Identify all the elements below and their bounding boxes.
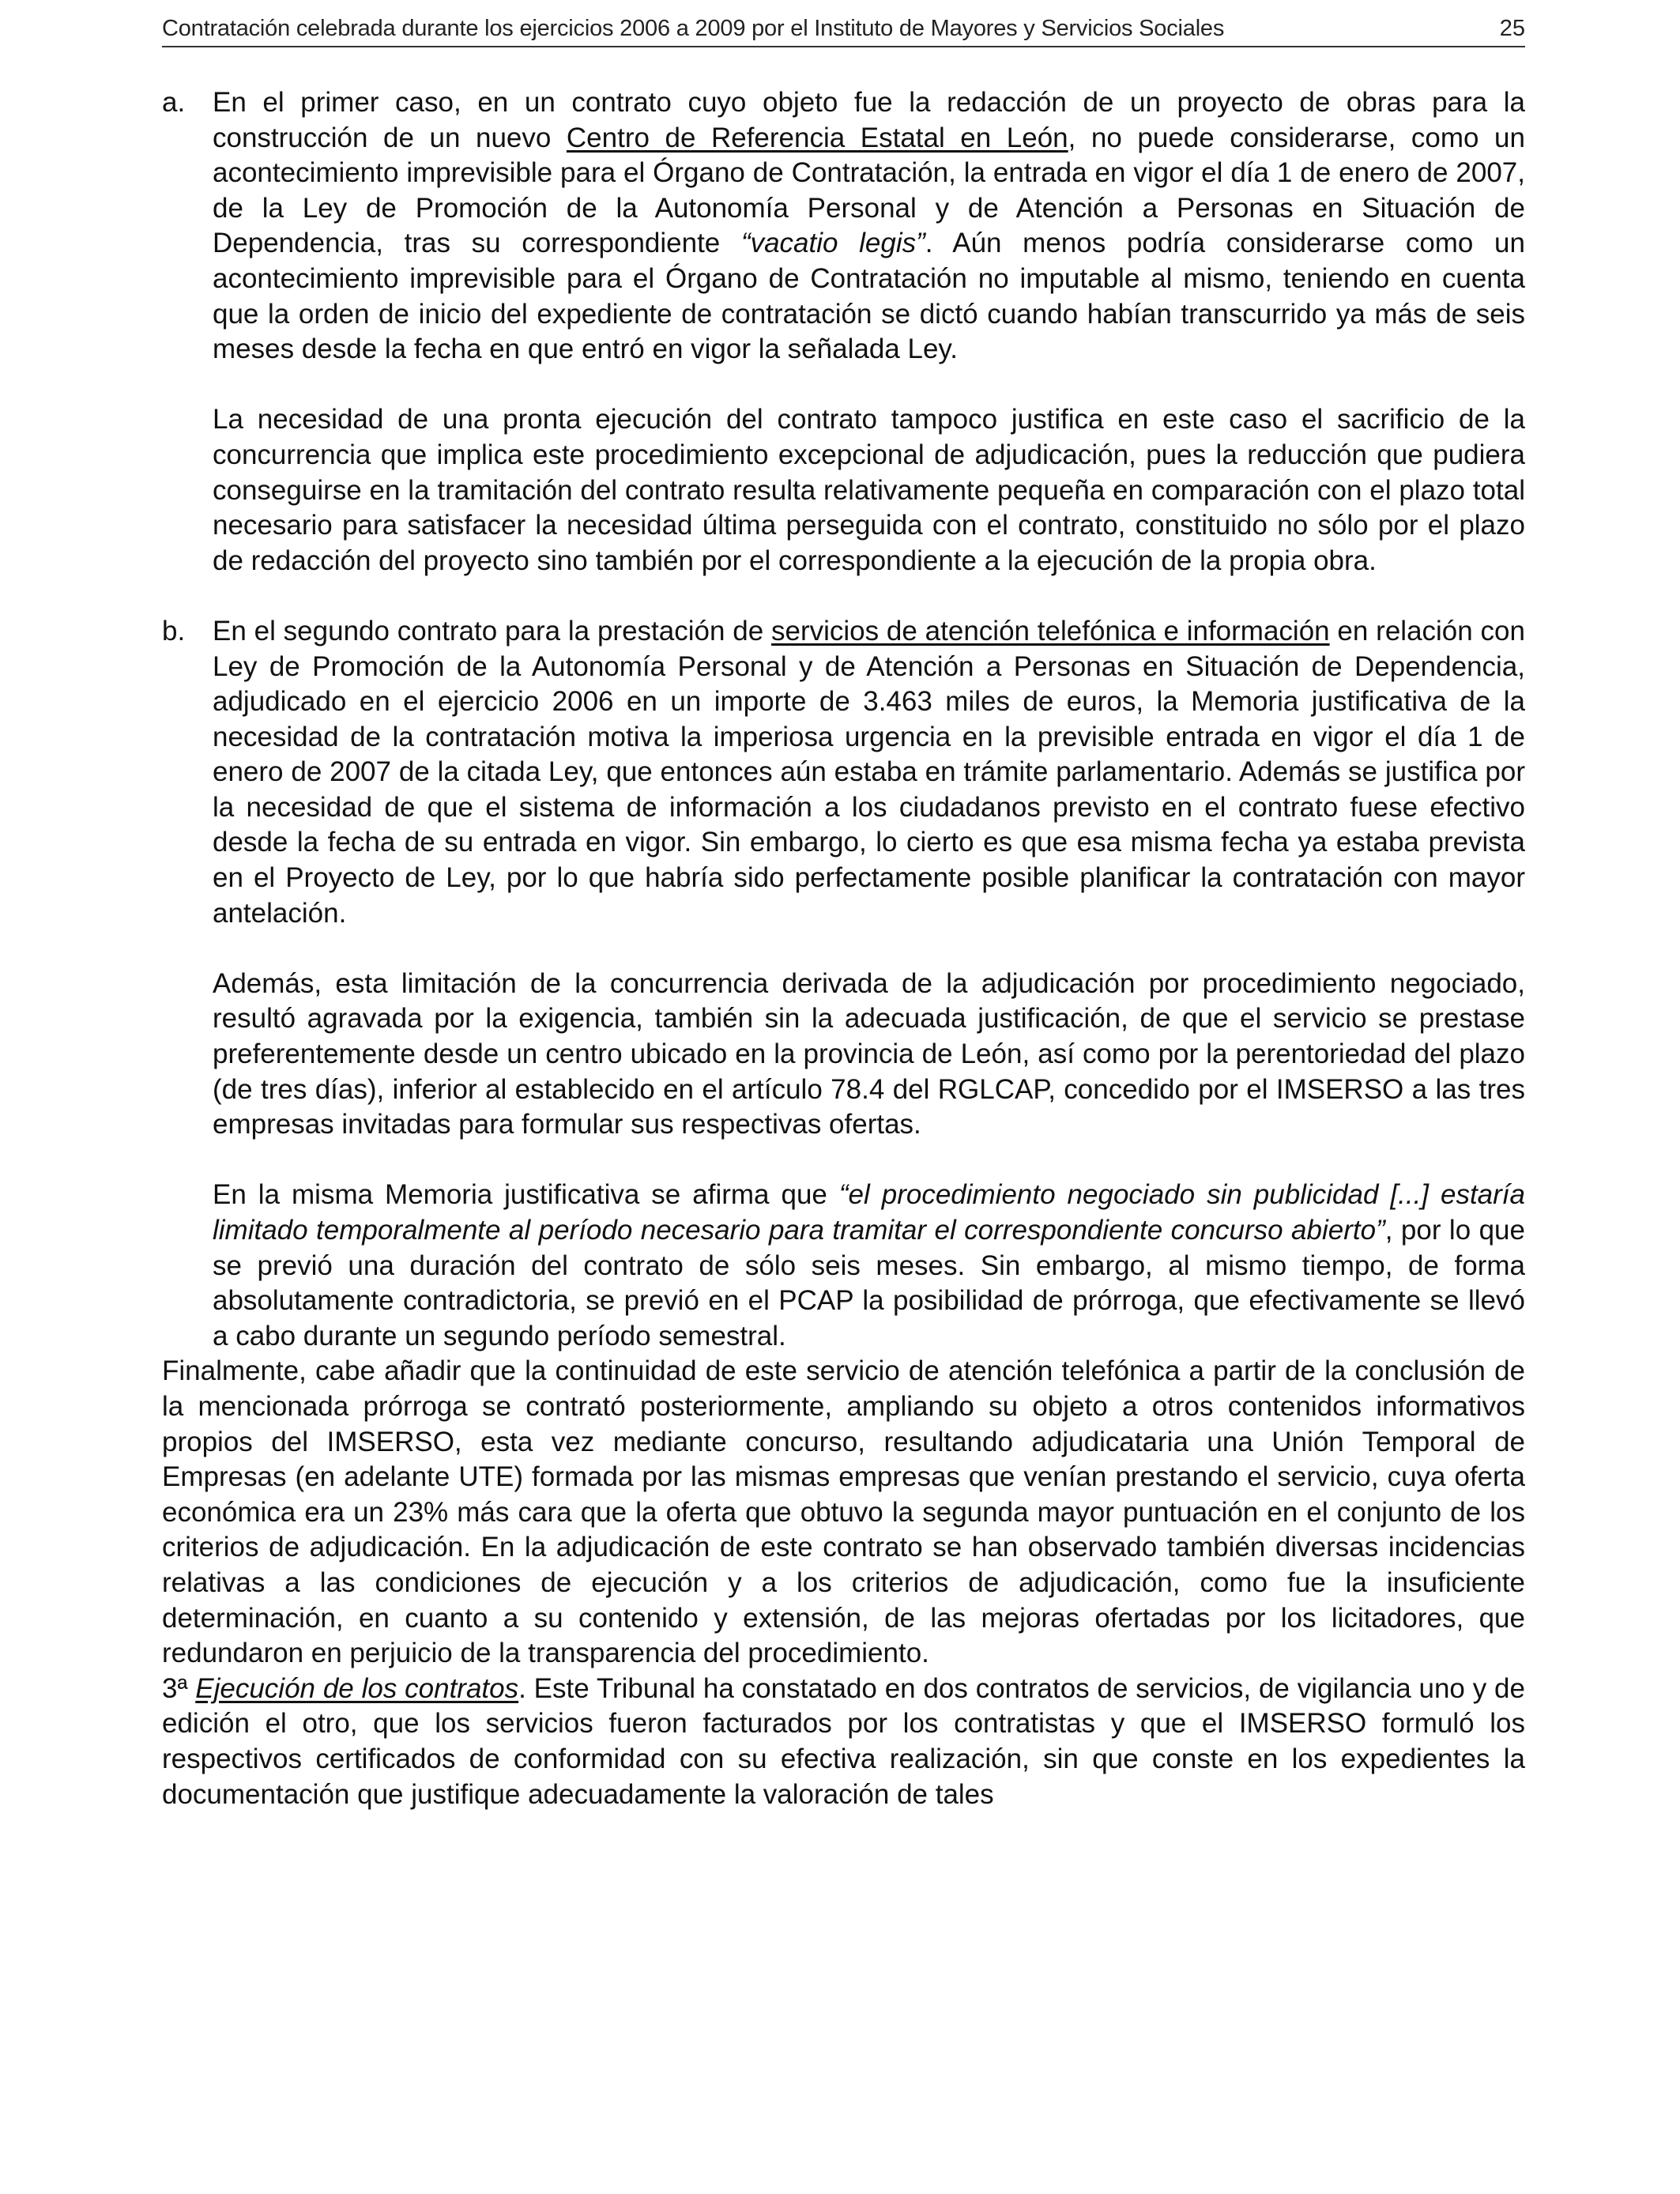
final-paragraph: Finalmente, cabe añadir que la continuidad de este servicio de atención telefónica a partir de la conclusión de la mencionada prórroga se contrató posteriormente, ampliando su objeto a otros contenidos informativos propios del IMSERSO, esta vez mediante concurso, resultando adjudicataria una Unión Temporal de Empresas (en adelante UTE) formada por las mismas empresas que venían prestando el servicio, cuya oferta económica era un 23% más cara que la oferta que obtuvo la segunda mayor puntuación en el conjunto de los criterios de adjudicación. En la adjudicación de este contrato se han observado también diversas incidencias relativas a las condiciones de ejecución y a los criterios de adjudicación, como fue la insuficiente determinación, en cuanto a su contenido y extensión, de las mejoras ofertadas por los licitadores, que redundaron en perjuicio de la transparencia del procedimiento.: [162, 1355, 1525, 1669]
item-b-paragraph-1: [213, 614, 1525, 931]
item-b-p1-text-1: En el segundo contrato para la prestación de: [213, 615, 771, 647]
item-b-paragraph-2: Además, esta limitación de la concurrencia derivada de la adjudicación por procedimiento negociado, resultó agravada por la exigencia, también sin la adecuada justificación, de que el servicio se prestase preferentemente desde un centro ubicado en la provincia de León, así como por la perentoriedad del plazo (de tres días), inferior al establecido en el artículo 78.4 del RGLCAP, concedido por el IMSERSO a las tres empresas invitadas para formular sus respectivas ofertas.: [213, 967, 1525, 1140]
section-3-heading: Ejecución de los contratos: [195, 1672, 519, 1704]
item-a-p1-text-3: . Aún menos podría considerarse como un acontecimiento imprevisible para el Órgano de Contratación no imputable al mismo, teniendo en cuenta que la orden de inicio del expediente de contratación se dictó cuando habían transcurrido ya más de seis meses desde la fecha en que entró en vigor la señalada Ley.: [213, 228, 1525, 365]
item-a-p1-text-2: , no puede considerarse, como un acontecimiento imprevisible para el Órgano de Contratación, la entrada en vigor el día 1 de enero de 2007, de la Ley de Promoción de la Autonomía Personal y de Atención a Personas en Situación de Dependencia, tras su correspondiente: [213, 122, 1525, 259]
header-title: Contratación celebrada durante los ejercicios 2006 a 2009 por el Instituto de Mayores y Servicios Sociales: [162, 16, 1225, 41]
item-a-paragraph-2: La necesidad de una pronta ejecución del contrato tampoco justifica en este caso el sacrificio de la concurrencia que implica este procedimiento excepcional de adjudicación, pues la reducción que pudiera conseguirse en la tramitación del contrato resulta relativamente pequeña en comparación con el plazo total necesario para satisfacer la necesidad última perseguida con el contrato, constituido no sólo por el plazo de redacción del proyecto sino también por el correspondiente a la ejecución de la propia obra.: [213, 404, 1525, 576]
item-a-p1-text-1: En el primer caso, en un contrato cuyo objeto fue la redacción de un proyecto de obras para la construcción de un nuevo: [213, 87, 1525, 153]
item-a-underlined-term: Centro de Referencia Estatal en León: [566, 122, 1068, 153]
list-item-b: [162, 614, 1525, 1354]
page-header: [162, 11, 1525, 47]
item-b-paragraph-3: [213, 1178, 1525, 1354]
list-marker-a: a.: [162, 87, 186, 118]
item-b-p1-text-2: en relación con Ley de Promoción de la Autonomía Personal y de Atención a Personas en Situación de Dependencia, adjudicado en el ejercicio 2006 en un importe de 3.463 miles de euros, la Memoria justificativa de la necesidad de la contratación motiva la imperiosa urgencia en la previsible entrada en vigor el día 1 de enero de 2007 de la citada Ley, que entonces aún estaba en trámite parlamentario. Además se justifica por la necesidad de que el sistema de información a los ciudadanos previsto en el contrato fuese efectivo desde la fecha de su entrada en vigor. Sin embargo, lo cierto es que esa misma fecha ya estaba prevista en el Proyecto de Ley, por lo que habría sido perfectamente posible planificar la contratación con mayor antelación.: [213, 615, 1525, 929]
item-a-italic-term: “vacatio legis”: [740, 228, 925, 259]
list-marker-b: b.: [162, 615, 186, 647]
item-b-italic-quote: “el procedimiento negociado sin publicidad [...] estaría limitado temporalmente al período necesario para tramitar el correspondiente concurso abierto”: [213, 1179, 1525, 1246]
section-3-number: 3ª: [162, 1672, 196, 1704]
section-3-paragraph: [162, 1672, 1525, 1812]
list-item-a: [162, 85, 1525, 579]
item-b-underlined-term: servicios de atención telefónica e información: [770, 615, 1330, 647]
item-b-p3-text-2: , por lo que se previó una duración del contrato de sólo seis meses. Sin embargo, al mismo tiempo, de forma absolutamente contradictoria, se previó en el PCAP la posibilidad de prórroga, que efectivamente se llevó a cabo durante un segundo período semestral.: [213, 1215, 1525, 1351]
page-number: 25: [1499, 16, 1525, 41]
document-body: [162, 85, 1525, 1812]
item-b-p3-text-1: En la misma Memoria justificativa se afirma que: [213, 1179, 839, 1211]
item-a-paragraph-1: [213, 85, 1525, 368]
section-3-text: . Este Tribunal ha constatado en dos contratos de servicios, de vigilancia uno y de edición el otro, que los servicios fueron facturados por los contratistas y que el IMSERSO formuló los respectivos certificados de conformidad con su efectiva realización, sin que conste en los expedientes la documentación que justifique adecuadamente la valoración de tales: [162, 1672, 1525, 1810]
